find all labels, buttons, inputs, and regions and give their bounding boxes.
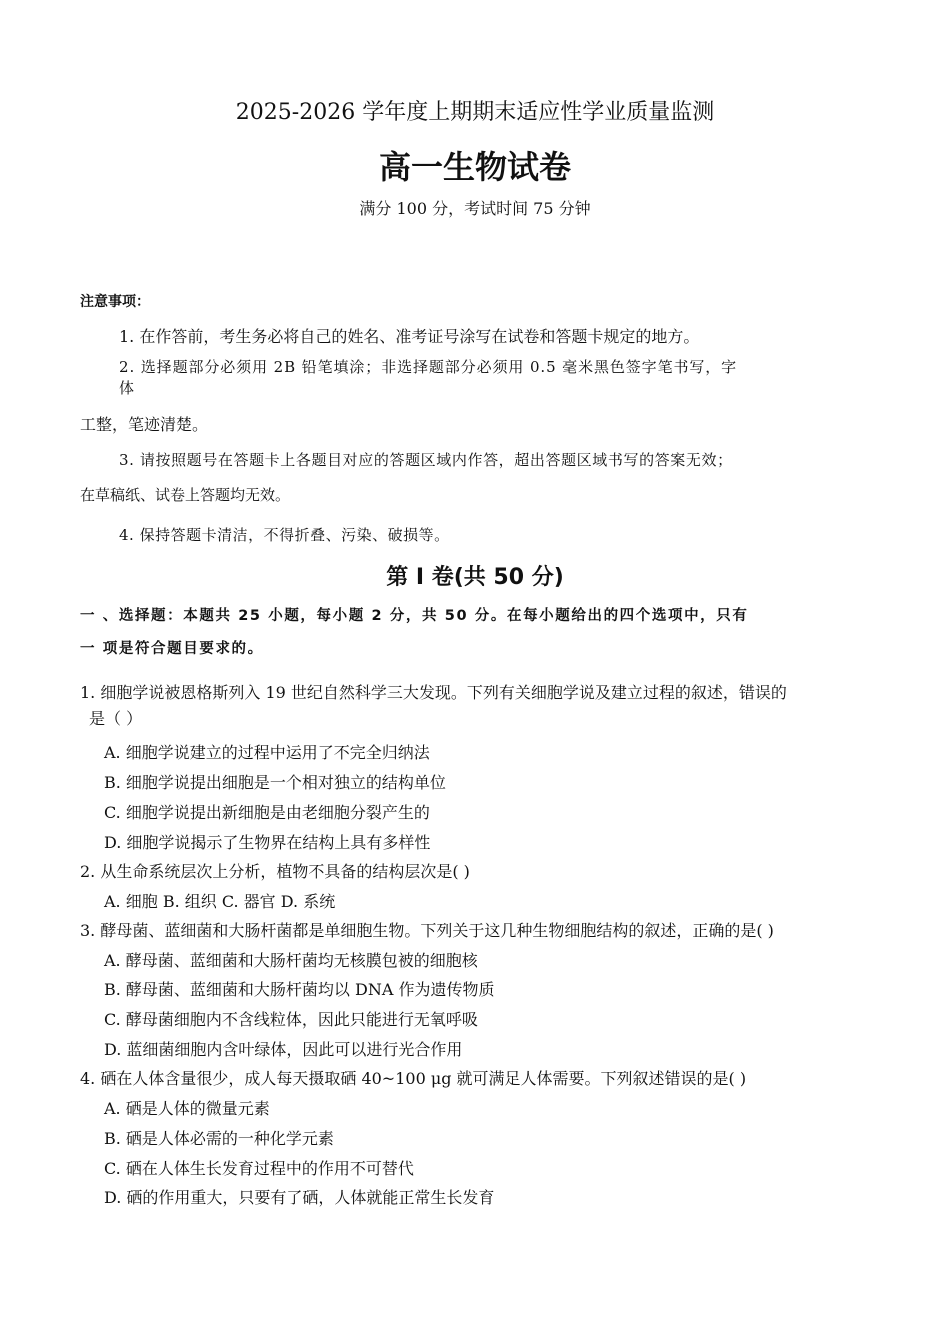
exam-title: 高一生物试卷 xyxy=(378,148,571,186)
question-1-option-c: C. 细胞学说提出新细胞是由老细胞分裂产生的 xyxy=(104,803,430,822)
question-3-option-a: A. 酵母菌、蓝细菌和大肠杆菌均无核膜包被的细胞核 xyxy=(104,951,478,970)
section-instructions: 一 、选择题：本题共 25 小题，每小题 2 分，共 50 分。在每小题给出的四个选项中，只有 xyxy=(80,608,749,624)
question-3-stem: 3. 酵母菌、蓝细菌和大肠杆菌都是单细胞生物。下列关于这几种生物细胞结构的叙述，正确的是( ) xyxy=(80,921,774,940)
question-1-stem: 1. 细胞学说被恩格斯列入 19 世纪自然科学三大发现。下列有关细胞学说及建立过程的叙述，错误的 xyxy=(80,683,787,702)
section-instructions-continuation: 一 项是符合题目要求的。 xyxy=(80,641,264,657)
question-1-option-b: B. 细胞学说提出细胞是一个相对独立的结构单位 xyxy=(104,773,446,792)
question-1-option-d: D. 细胞学说揭示了生物界在结构上具有多样性 xyxy=(104,833,431,852)
note-2-continuation: 工整，笔迹清楚。 xyxy=(80,415,209,434)
question-3-option-b: B. 酵母菌、蓝细菌和大肠杆菌均以 DNA 作为遗传物质 xyxy=(104,980,495,999)
question-2-options: A. 细胞 B. 组织 C. 器官 D. 系统 xyxy=(104,892,336,911)
question-2-stem: 2. 从生命系统层次上分析，植物不具备的结构层次是( ) xyxy=(80,862,470,881)
exam-header-line: 2025-2026 学年度上期期末适应性学业质量监测 xyxy=(235,100,715,125)
question-3-option-d: D. 蓝细菌细胞内含叶绿体，因此可以进行光合作用 xyxy=(104,1040,463,1059)
note-1: 1. 在作答前，考生务必将自己的姓名、准考证号涂写在试卷和答题卡规定的地方。 xyxy=(119,327,700,346)
question-4-option-c: C. 硒在人体生长发育过程中的作用不可替代 xyxy=(104,1159,414,1178)
note-2-wrap: 体 xyxy=(119,379,135,397)
question-4-option-a: A. 硒是人体的微量元素 xyxy=(104,1099,270,1118)
section-title: 第 Ⅰ 卷(共 50 分) xyxy=(386,565,564,590)
note-3-continuation: 在草稿纸、试卷上答题均无效。 xyxy=(80,486,291,504)
question-1-option-a: A. 细胞学说建立的过程中运用了不完全归纳法 xyxy=(104,743,430,762)
note-2: 2. 选择题部分必须用 2B 铅笔填涂；非选择题部分必须用 0.5 毫米黑色签字笔书写，字 xyxy=(119,358,738,376)
notes-heading: 注意事项： xyxy=(80,294,150,310)
question-4-stem: 4. 硒在人体含量很少，成人每天摄取硒 40~100 μg 就可满足人体需要。下列叙述错误的是( ) xyxy=(80,1069,747,1088)
question-3-option-c: C. 酵母菌细胞内不含线粒体，因此只能进行无氧呼吸 xyxy=(104,1010,478,1029)
question-1-stem-continuation: 是（ ） xyxy=(89,709,143,728)
question-4-option-b: B. 硒是人体必需的一种化学元素 xyxy=(104,1129,334,1148)
note-3: 3. 请按照题号在答题卡上各题目对应的答题区域内作答，超出答题区域书写的答案无效； xyxy=(119,451,733,469)
exam-subtitle: 满分 100 分，考试时间 75 分钟 xyxy=(359,199,591,218)
note-4: 4. 保持答题卡清洁，不得折叠、污染、破损等。 xyxy=(119,526,450,544)
question-4-option-d: D. 硒的作用重大，只要有了硒，人体就能正常生长发育 xyxy=(104,1188,495,1207)
